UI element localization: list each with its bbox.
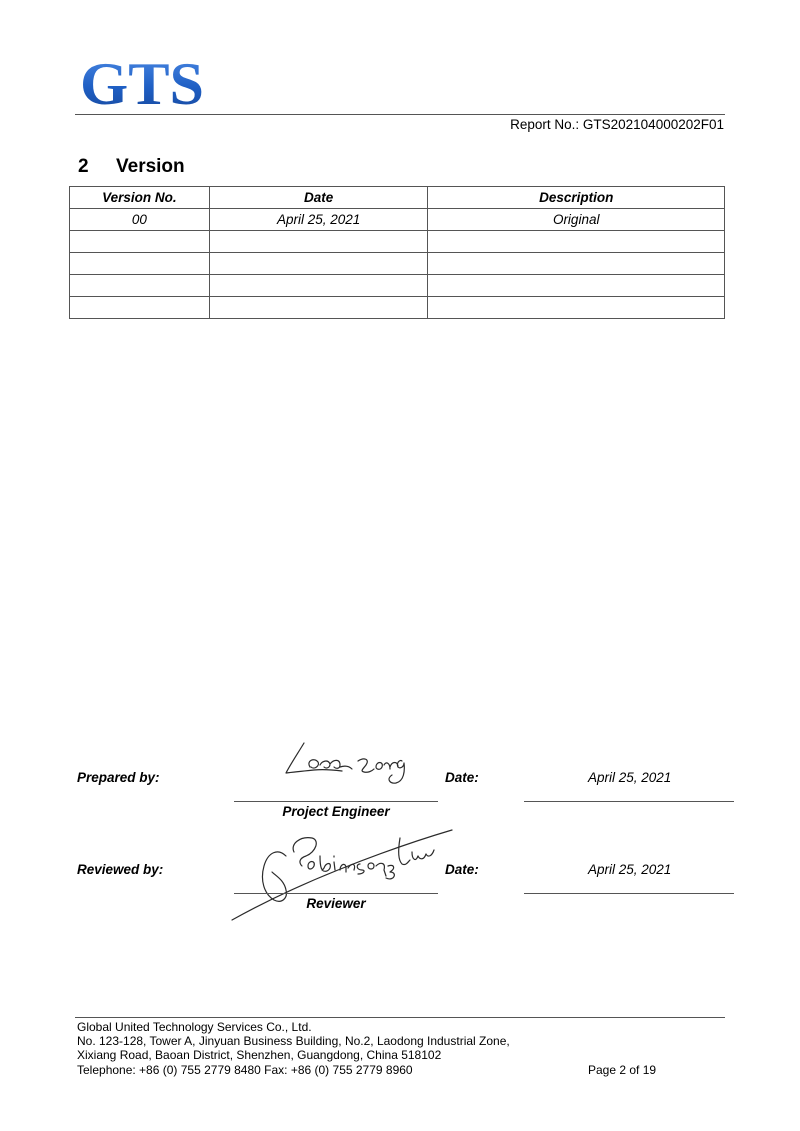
table-cell [209, 297, 428, 319]
column-header-date: Date [209, 187, 428, 209]
report-number: Report No.: GTS202104000202F01 [510, 117, 724, 132]
table-cell [428, 297, 725, 319]
table-cell [70, 231, 210, 253]
logo-text: GTS [80, 51, 204, 112]
column-header-description: Description [428, 187, 725, 209]
prepared-date-value: April 25, 2021 [588, 770, 672, 785]
table-cell: 00 [70, 209, 210, 231]
table-cell: Original [428, 209, 725, 231]
reviewed-role: Reviewer [306, 896, 366, 911]
footer-company: Global United Technology Services Co., Ltd. [77, 1020, 312, 1034]
table-cell: April 25, 2021 [209, 209, 428, 231]
section-number: 2 [78, 156, 89, 177]
table-row [70, 253, 725, 275]
section-title: Version [116, 156, 185, 177]
table-cell [428, 253, 725, 275]
footer-address-line1: No. 123-128, Tower A, Jinyuan Business Building, No.2, Laodong Industrial Zone, [77, 1034, 510, 1048]
table-cell [209, 231, 428, 253]
reviewed-date-label: Date: [445, 862, 479, 877]
table-row [70, 231, 725, 253]
column-header-version: Version No. [70, 187, 210, 209]
table-cell [70, 253, 210, 275]
table-row [70, 297, 725, 319]
page-number: Page 2 of 19 [588, 1063, 657, 1077]
reviewed-by-label: Reviewed by: [77, 862, 164, 877]
prepared-date-line [524, 801, 734, 802]
table-row [70, 209, 725, 231]
prepared-signature-image [280, 737, 420, 787]
prepared-signature-line [234, 801, 438, 802]
table-header-row [70, 187, 725, 209]
footer-contact: Telephone: +86 (0) 755 2779 8480 Fax: +86 (0) 755 2779 8960 [77, 1063, 413, 1077]
gts-logo [78, 50, 208, 112]
table-cell [209, 275, 428, 297]
footer-address-line2: Xixiang Road, Baoan District, Shenzhen, Guangdong, China 518102 [77, 1048, 442, 1062]
table-row [70, 275, 725, 297]
footer-divider [75, 1017, 725, 1018]
table-cell [209, 253, 428, 275]
prepared-by-label: Prepared by: [77, 770, 160, 785]
table-cell [428, 231, 725, 253]
reviewed-date-line [524, 893, 734, 894]
table-cell [428, 275, 725, 297]
reviewed-signature-line [234, 893, 438, 894]
header-divider [75, 114, 725, 115]
table-cell [70, 275, 210, 297]
prepared-role: Project Engineer [282, 804, 390, 819]
table-cell [70, 297, 210, 319]
section-heading [78, 156, 185, 178]
prepared-date-label: Date: [445, 770, 479, 785]
reviewed-date-value: April 25, 2021 [588, 862, 672, 877]
version-table [69, 186, 725, 319]
